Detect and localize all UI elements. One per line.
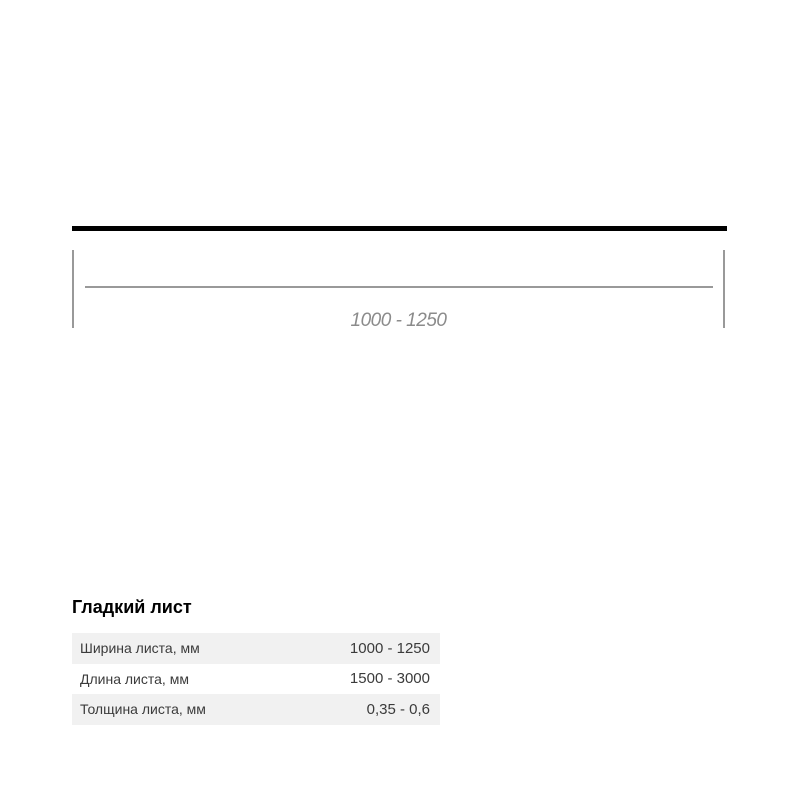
spec-label: Длина листа, мм bbox=[80, 670, 189, 687]
table-row bbox=[72, 633, 440, 664]
spec-value: 1000 - 1250 bbox=[349, 639, 430, 657]
dimension-width-label: 1000 - 1250 bbox=[350, 310, 447, 331]
dimension-line bbox=[85, 286, 713, 288]
spec-label: Ширина листа, мм bbox=[80, 640, 200, 657]
table-row bbox=[72, 664, 440, 695]
spec-table bbox=[72, 633, 440, 725]
sheet-profile-line bbox=[72, 226, 727, 231]
spec-label: Толщина листа, мм bbox=[80, 701, 206, 718]
spec-value: 0,35 - 0,6 bbox=[366, 700, 430, 718]
table-row bbox=[72, 694, 440, 725]
spec-value: 1500 - 3000 bbox=[349, 670, 430, 688]
spec-table-title: Гладкий лист bbox=[72, 597, 192, 617]
